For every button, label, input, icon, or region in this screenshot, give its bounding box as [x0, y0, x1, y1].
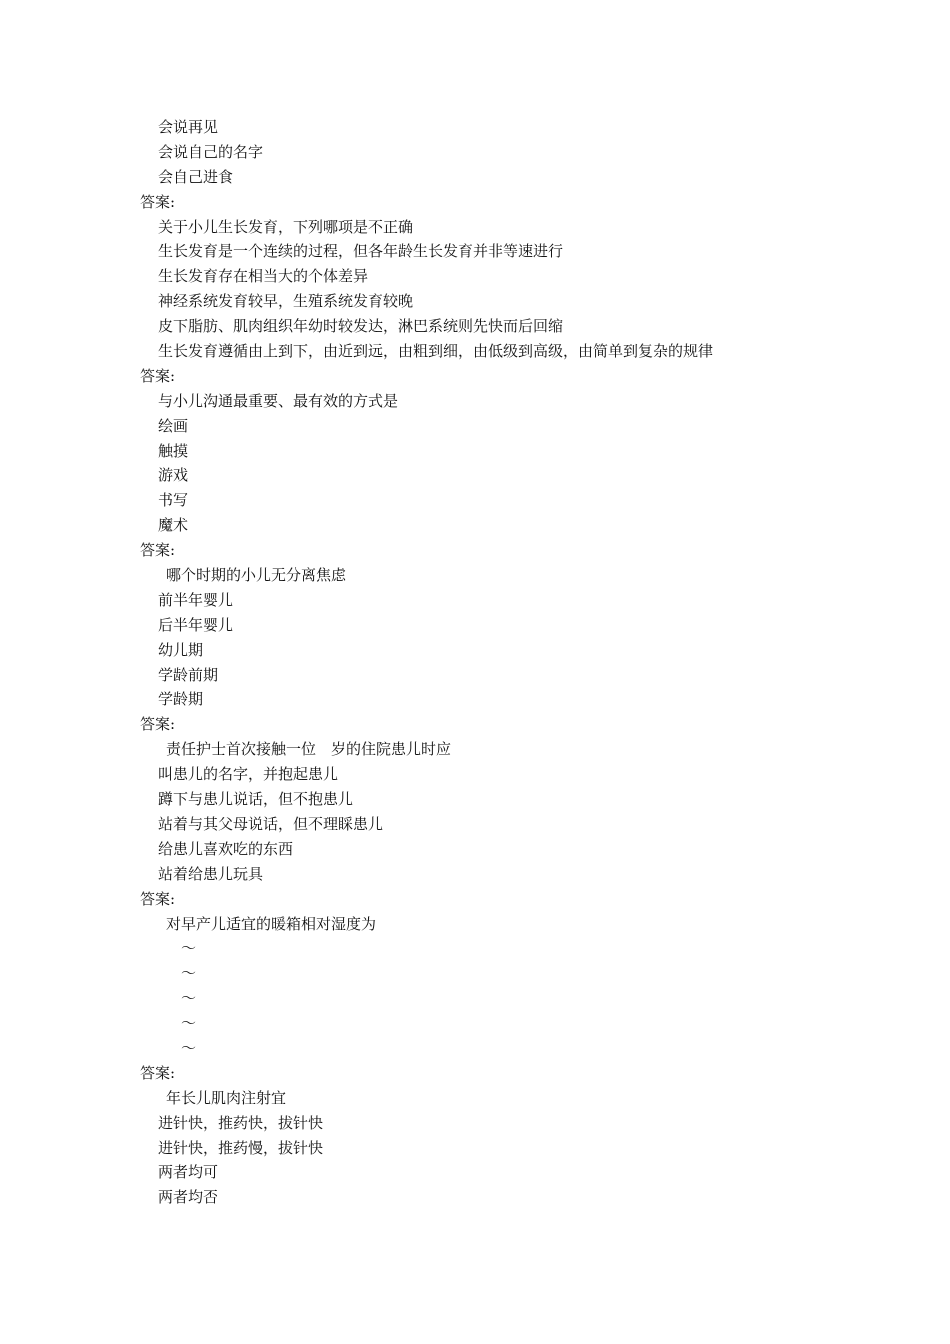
question-text: 与小儿沟通最重要、最有效的方式是 — [158, 391, 399, 410]
question-text: 责任护士首次接触一位 岁的住院患儿时应 — [166, 740, 452, 759]
option-line: 书写 — [158, 491, 189, 510]
option-line: 两者均可 — [158, 1163, 219, 1182]
option-line: 站着给患儿玩具 — [158, 864, 264, 883]
option-line: 给患儿喜欢吃的东西 — [158, 839, 294, 858]
question-text: 哪个时期的小儿无分离焦虑 — [166, 566, 347, 585]
document-page — [0, 115, 950, 1210]
option-line: 站着与其父母说话，但不理睬患儿 — [158, 814, 384, 833]
option-line: 学龄期 — [158, 690, 204, 709]
option-line: 触摸 — [158, 441, 189, 460]
option-line: 会说自己的名字 — [158, 142, 264, 161]
question-text: 关于小儿生长发育，下列哪项是不正确 — [158, 217, 414, 236]
option-line: 魔术 — [158, 516, 189, 535]
answer-label: 答案: — [140, 889, 176, 908]
answer-label: 答案: — [140, 192, 176, 211]
option-line: ～ — [181, 1038, 197, 1057]
option-line: ～ — [181, 964, 197, 983]
option-line: 进针快，推药快，拔针快 — [158, 1113, 324, 1132]
answer-label: 答案: — [140, 715, 176, 734]
answer-label: 答案: — [140, 1063, 176, 1082]
option-line: 幼儿期 — [158, 640, 204, 659]
option-line: 学龄前期 — [158, 665, 219, 684]
answer-label: 答案: — [140, 366, 176, 385]
option-line: 皮下脂肪、肌肉组织年幼时较发达，淋巴系统则先快而后回缩 — [158, 317, 564, 336]
answer-label: 答案: — [140, 541, 176, 560]
option-line: 游戏 — [158, 466, 189, 485]
option-line: ～ — [181, 1014, 197, 1033]
option-line: 叫患儿的名字，并抱起患儿 — [158, 765, 339, 784]
option-line: ～ — [181, 989, 197, 1008]
option-line: 进针快，推药慢，拔针快 — [158, 1138, 324, 1157]
option-line: 后半年婴儿 — [158, 615, 234, 634]
question-text: 对早产儿适宜的暖箱相对湿度为 — [166, 914, 377, 933]
option-line: 蹲下与患儿说话，但不抱患儿 — [158, 790, 354, 809]
option-line: 生长发育遵循由上到下，由近到远，由粗到细，由低级到高级，由简单到复杂的规律 — [158, 342, 714, 361]
option-line: 会自己进食 — [158, 167, 234, 186]
option-line: ～ — [181, 939, 197, 958]
option-line: 神经系统发育较早，生殖系统发育较晚 — [158, 292, 414, 311]
option-line: 两者均否 — [158, 1188, 219, 1207]
option-line: 生长发育存在相当大的个体差异 — [158, 267, 369, 286]
option-line: 生长发育是一个连续的过程，但各年龄生长发育并非等速进行 — [158, 242, 564, 261]
option-line: 绘画 — [158, 416, 189, 435]
question-text: 年长儿肌肉注射宜 — [166, 1088, 287, 1107]
option-line: 会说再见 — [158, 118, 219, 136]
option-line: 前半年婴儿 — [158, 590, 234, 609]
